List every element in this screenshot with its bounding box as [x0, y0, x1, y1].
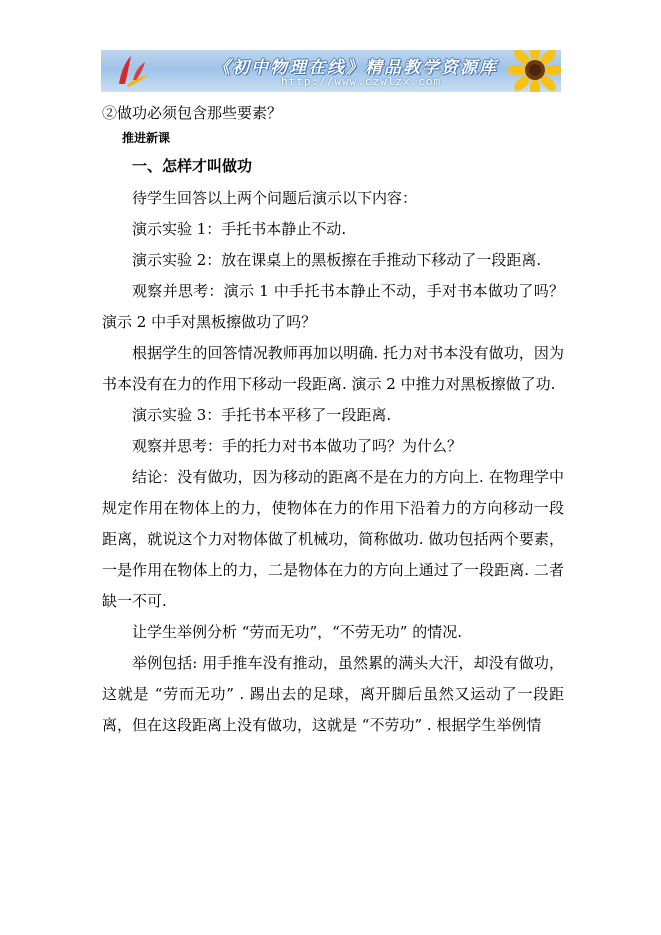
- paragraph: 观察并思考：演示 1 中手托书本静止不动，手对书本做功了吗？演示 2 中手对黑板擦做功了吗？: [102, 282, 564, 331]
- sunflower-icon: [493, 50, 561, 92]
- banner-title: 《初中物理在线》精品教学资源库: [213, 58, 498, 78]
- paragraph: 根据学生的回答情况教师再加以明确. 托力对书本没有做功，因为书本没有在力的作用下移动一段距离. 演示 2 中推力对黑板擦做了功.: [102, 344, 564, 393]
- paragraph: 让学生举例分析 “劳而无功”，“不劳无功” 的情况.: [132, 623, 462, 641]
- paragraph: 待学生回答以上两个问题后演示以下内容：: [132, 189, 418, 207]
- paragraph: 观察并思考：手的托力对书本做功了吗？为什么？: [132, 437, 463, 455]
- site-banner: [101, 50, 561, 92]
- paragraph: 结论：没有做功，因为移动的距离不是在力的方向上. 在物理学中规定作用在物体上的力，使物体在力的作用下沿着力的方向移动一段距离，就说这个力对物体做了机械功，简称做功. 做功包括两个要素，一是作用在物体上的力，二是物体在力的方向上通过了一段距离. 二者缺一不可.: [102, 468, 564, 610]
- paragraph: 演示实验 2：放在课桌上的黑板擦在手推动下移动了一段距离.: [132, 251, 542, 269]
- heading-1: 一、怎样才叫做功: [132, 157, 253, 175]
- paragraph: 举例包括: 用手推车没有推动，虽然累的满头大汗，却没有做功，这就是 “劳而无功” . 踢出去的足球，离开脚后虽然又运动了一段距离，但在这段距离上没有做功，这就是 “不劳功” . 根据学生举例情: [102, 654, 564, 734]
- paragraph: 演示实验 1：手托书本静止不动.: [132, 220, 347, 238]
- site-logo-icon: [115, 54, 151, 88]
- section-label: 推进新课: [122, 131, 171, 145]
- paragraph: 演示实验 3：手托书本平移了一段距离.: [132, 406, 392, 424]
- document-body: [102, 100, 564, 741]
- banner-url[interactable]: http://www.czwlzx.com: [281, 75, 442, 88]
- question-2: ②做功必须包含那些要素？: [102, 104, 283, 122]
